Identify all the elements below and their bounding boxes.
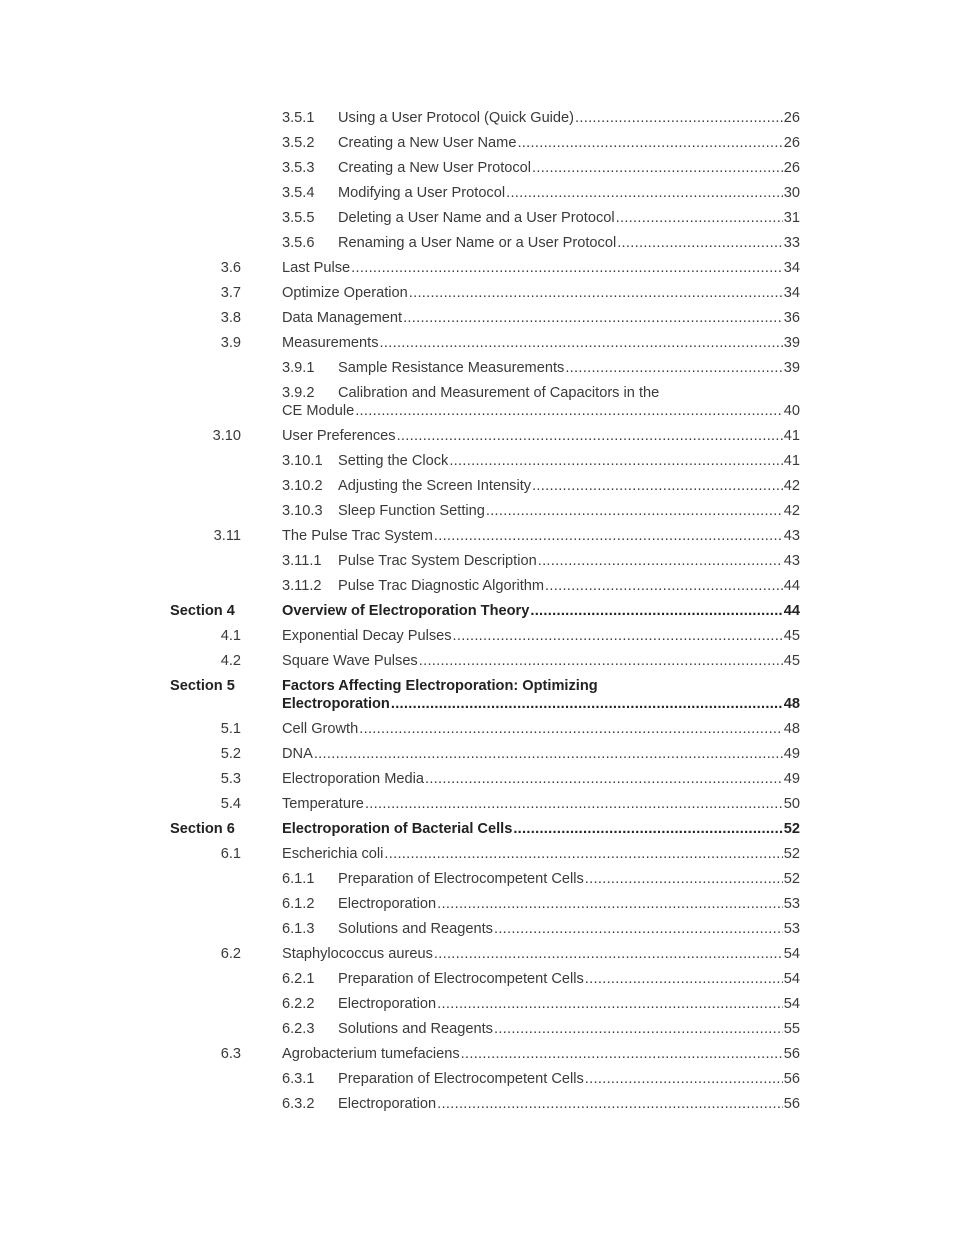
- toc-leader: [585, 870, 783, 888]
- toc-entry-3-6[interactable]: [0, 258, 954, 283]
- toc-title: Pulse Trac System Description: [338, 553, 537, 569]
- toc-leader: [434, 945, 783, 963]
- toc-entry-3-7[interactable]: [0, 283, 954, 308]
- toc-leader: [461, 1045, 783, 1063]
- toc-title: Setting the Clock: [338, 453, 449, 469]
- toc-title: Electroporation of Bacterial Cells: [282, 821, 513, 837]
- toc-entry-6-1[interactable]: [0, 844, 954, 869]
- toc-entry-5-2[interactable]: [0, 744, 954, 769]
- toc-page: 30: [783, 185, 800, 201]
- toc-leader: [391, 695, 783, 713]
- toc-number: 3.10.1: [282, 453, 323, 469]
- toc-number: 6.1: [220, 846, 241, 862]
- toc-entry-3-11[interactable]: [0, 526, 954, 551]
- toc-leader: [506, 184, 783, 202]
- toc-page: 42: [783, 503, 800, 519]
- toc-number: 4.2: [220, 653, 241, 669]
- toc-title: Preparation of Electrocompetent Cells: [338, 871, 584, 887]
- toc-title: Square Wave Pulses: [282, 653, 418, 669]
- toc-leader: [494, 1020, 783, 1038]
- toc-page: 41: [783, 428, 800, 444]
- toc-page: 45: [783, 628, 800, 644]
- toc-entry-6-1-2[interactable]: [0, 894, 954, 919]
- toc-title: Optimize Operation: [282, 285, 408, 301]
- toc-entry-3-5-6[interactable]: [0, 233, 954, 258]
- toc-page: 45: [783, 653, 800, 669]
- toc-number: 5.1: [220, 721, 241, 737]
- toc-number: Section 5: [170, 678, 235, 694]
- toc-title: Preparation of Electrocompetent Cells: [338, 1071, 584, 1087]
- toc-entry-3-5-4[interactable]: [0, 183, 954, 208]
- toc-entry-5-4[interactable]: [0, 794, 954, 819]
- toc-page: 34: [783, 285, 800, 301]
- toc-number: 5.3: [220, 771, 241, 787]
- toc-entry-3-5-3[interactable]: [0, 158, 954, 183]
- toc-leader: [616, 209, 783, 227]
- toc-number: 6.3: [220, 1046, 241, 1062]
- toc-entry-3-9[interactable]: [0, 333, 954, 358]
- toc-entry-4-1[interactable]: [0, 626, 954, 651]
- toc-leader: [351, 259, 783, 277]
- toc-leader: [449, 452, 782, 470]
- toc-leader: [545, 577, 783, 595]
- toc-number: 3.9: [220, 335, 241, 351]
- toc-page: 34: [783, 260, 800, 276]
- toc-number: 6.1.2: [282, 896, 315, 912]
- toc-number: 3.8: [220, 310, 241, 326]
- toc-entry-3-10-1[interactable]: [0, 451, 954, 476]
- toc-entry-3-5-5[interactable]: [0, 208, 954, 233]
- toc-entry-6-2-3[interactable]: [0, 1019, 954, 1044]
- toc-number: 3.10: [212, 428, 241, 444]
- toc-leader: [565, 359, 782, 377]
- toc-entry-6-3-2[interactable]: [0, 1094, 954, 1119]
- toc-page: 26: [783, 135, 800, 151]
- toc-number: 6.3.1: [282, 1071, 315, 1087]
- toc-page: 54: [783, 971, 800, 987]
- toc-page: 52: [783, 846, 800, 862]
- toc-entry-3-5-2[interactable]: [0, 133, 954, 158]
- toc-leader: [355, 402, 783, 420]
- toc-leader: [617, 234, 783, 252]
- toc-page: 41: [783, 453, 800, 469]
- toc-number: 3.5.4: [282, 185, 315, 201]
- toc-title: Adjusting the Screen Intensity: [338, 478, 532, 494]
- toc-number: 3.5.5: [282, 210, 315, 226]
- toc-leader: [453, 627, 783, 645]
- toc-title: Electroporation: [338, 996, 437, 1012]
- toc-entry-3-9-1[interactable]: [0, 358, 954, 383]
- toc-title-line2: CE Module: [282, 403, 355, 419]
- toc-title: Last Pulse: [282, 260, 351, 276]
- toc-entry-3-5-1[interactable]: [0, 108, 954, 133]
- toc-number: 3.5.2: [282, 135, 315, 151]
- toc-title: Cell Growth: [282, 721, 359, 737]
- toc-entry-section-4[interactable]: [0, 601, 954, 626]
- toc-leader: [437, 895, 783, 913]
- toc-page: 44: [783, 578, 800, 594]
- toc-leader: [517, 134, 782, 152]
- toc-page: 33: [783, 235, 800, 251]
- toc-entry-3-10[interactable]: [0, 426, 954, 451]
- toc-page: 55: [783, 1021, 800, 1037]
- toc-leader: [419, 652, 783, 670]
- toc-page: 54: [783, 996, 800, 1012]
- toc-entry-6-3-1[interactable]: [0, 1069, 954, 1094]
- toc-title: Solutions and Reagents: [338, 921, 493, 937]
- toc-leader: [494, 920, 783, 938]
- toc-title: Electroporation: [338, 896, 437, 912]
- toc-title: Electroporation: [338, 1096, 437, 1112]
- toc-title: Deleting a User Name and a User Protocol: [338, 210, 615, 226]
- toc-leader: [575, 109, 783, 127]
- toc-leader: [538, 552, 783, 570]
- toc-title: Modifying a User Protocol: [338, 185, 506, 201]
- toc-number: 3.5.3: [282, 160, 315, 176]
- toc-title: Temperature: [282, 796, 364, 812]
- toc-page: 49: [783, 771, 800, 787]
- toc-number: 3.7: [220, 285, 241, 301]
- toc-title: Exponential Decay Pulses: [282, 628, 452, 644]
- toc-entry-6-2-2[interactable]: [0, 994, 954, 1019]
- toc-number: 3.10.2: [282, 478, 323, 494]
- toc-leader: [585, 1070, 783, 1088]
- toc-number: 3.6: [220, 260, 241, 276]
- toc-leader: [437, 995, 783, 1013]
- toc-page: 44: [783, 603, 800, 619]
- toc-leader: [434, 527, 783, 545]
- toc-title: Agrobacterium tumefaciens: [282, 1046, 460, 1062]
- toc-title: Renaming a User Name or a User Protocol: [338, 235, 617, 251]
- toc-leader: [486, 502, 783, 520]
- toc-page: 53: [783, 896, 800, 912]
- toc-number: 6.2.1: [282, 971, 315, 987]
- toc-title: Solutions and Reagents: [338, 1021, 493, 1037]
- toc-number: 5.4: [220, 796, 241, 812]
- toc-page: 39: [783, 360, 800, 376]
- toc-page: 26: [783, 110, 800, 126]
- toc-page: 42: [783, 478, 800, 494]
- toc-number: Section 6: [170, 821, 235, 837]
- toc-entry-3-11-1[interactable]: [0, 551, 954, 576]
- toc-leader: [359, 720, 783, 738]
- toc-leader: [425, 770, 783, 788]
- toc-entry-4-2[interactable]: [0, 651, 954, 676]
- toc-number: 3.5.6: [282, 235, 315, 251]
- toc-entry-section-6[interactable]: [0, 819, 954, 844]
- toc-number: 3.11: [213, 528, 241, 544]
- toc-leader: [513, 820, 782, 838]
- toc-leader: [380, 334, 783, 352]
- toc-entry-6-2[interactable]: [0, 944, 954, 969]
- toc-title: Using a User Protocol (Quick Guide): [338, 110, 575, 126]
- toc-page: 56: [783, 1096, 800, 1112]
- toc-entry-5-3[interactable]: [0, 769, 954, 794]
- toc-page: 36: [783, 310, 800, 326]
- toc-number: 3.9.1: [282, 360, 315, 376]
- toc-title: The Pulse Trac System: [282, 528, 433, 544]
- toc-entry-3-11-2[interactable]: [0, 576, 954, 601]
- toc-title: Creating a New User Protocol: [338, 160, 532, 176]
- toc-title: Creating a New User Name: [338, 135, 517, 151]
- toc-page: 48: [783, 721, 800, 737]
- toc-page: 49: [783, 746, 800, 762]
- toc-entry-3-8[interactable]: [0, 308, 954, 333]
- toc-number: 3.5.1: [282, 110, 315, 126]
- toc-title-line1: Factors Affecting Electroporation: Optimizing: [282, 678, 598, 694]
- toc-entry-section-5[interactable]: [0, 676, 954, 719]
- toc-page: 53: [783, 921, 800, 937]
- toc-leader: [314, 745, 783, 763]
- toc-title-line1: Calibration and Measurement of Capacitors in the: [338, 385, 660, 401]
- toc-title-line2: Electroporation: [282, 696, 390, 712]
- toc-leader: [384, 845, 782, 863]
- toc-title: User Preferences: [282, 428, 396, 444]
- toc-title: Staphylococcus aureus: [282, 946, 433, 962]
- toc-entry-3-9-2[interactable]: [0, 383, 954, 426]
- toc-title: DNA: [282, 746, 313, 762]
- toc-entry-6-1-3[interactable]: [0, 919, 954, 944]
- toc-leader: [532, 159, 783, 177]
- toc-title: Overview of Electroporation Theory: [282, 603, 530, 619]
- toc-number: 6.1.3: [282, 921, 315, 937]
- toc-title: Measurements: [282, 335, 379, 351]
- table-of-contents: [0, 108, 954, 1119]
- toc-number: Section 4: [170, 603, 235, 619]
- toc-page: 52: [783, 871, 800, 887]
- toc-page: 52: [783, 821, 800, 837]
- toc-number: 3.11.2: [282, 578, 322, 594]
- toc-entry-3-10-3[interactable]: [0, 501, 954, 526]
- toc-number: 3.11.1: [282, 553, 322, 569]
- toc-page: 56: [783, 1071, 800, 1087]
- toc-page: 43: [783, 553, 800, 569]
- toc-leader: [585, 970, 783, 988]
- toc-leader: [365, 795, 783, 813]
- toc-number: 4.1: [220, 628, 241, 644]
- toc-number: 6.2.2: [282, 996, 315, 1012]
- toc-number: 3.9.2: [282, 385, 315, 401]
- toc-number: 6.1.1: [282, 871, 315, 887]
- toc-leader: [530, 602, 782, 620]
- toc-leader: [403, 309, 783, 327]
- toc-title: Data Management: [282, 310, 403, 326]
- toc-page: 31: [783, 210, 800, 226]
- toc-number: 3.10.3: [282, 503, 323, 519]
- toc-page: 54: [783, 946, 800, 962]
- toc-page: 56: [783, 1046, 800, 1062]
- toc-entry-6-2-1[interactable]: [0, 969, 954, 994]
- toc-title: Electroporation Media: [282, 771, 424, 787]
- toc-title: Escherichia coli: [282, 846, 384, 862]
- toc-title: Sleep Function Setting: [338, 503, 485, 519]
- toc-entry-6-1-1[interactable]: [0, 869, 954, 894]
- toc-leader: [532, 477, 783, 495]
- toc-page: 26: [783, 160, 800, 176]
- toc-number: 6.2: [220, 946, 241, 962]
- toc-page: 50: [783, 796, 800, 812]
- toc-page: 40: [783, 403, 800, 419]
- toc-entry-5-1[interactable]: [0, 719, 954, 744]
- toc-number: 6.2.3: [282, 1021, 315, 1037]
- toc-number: 6.3.2: [282, 1096, 315, 1112]
- toc-number: 5.2: [220, 746, 241, 762]
- toc-entry-3-10-2[interactable]: [0, 476, 954, 501]
- toc-entry-6-3[interactable]: [0, 1044, 954, 1069]
- toc-page: 48: [783, 696, 800, 712]
- toc-title: Sample Resistance Measurements: [338, 360, 565, 376]
- toc-leader: [409, 284, 783, 302]
- toc-title: Pulse Trac Diagnostic Algorithm: [338, 578, 545, 594]
- toc-page: 43: [783, 528, 800, 544]
- toc-page: 39: [783, 335, 800, 351]
- toc-title: Preparation of Electrocompetent Cells: [338, 971, 584, 987]
- toc-leader: [437, 1095, 783, 1113]
- toc-leader: [397, 427, 783, 445]
